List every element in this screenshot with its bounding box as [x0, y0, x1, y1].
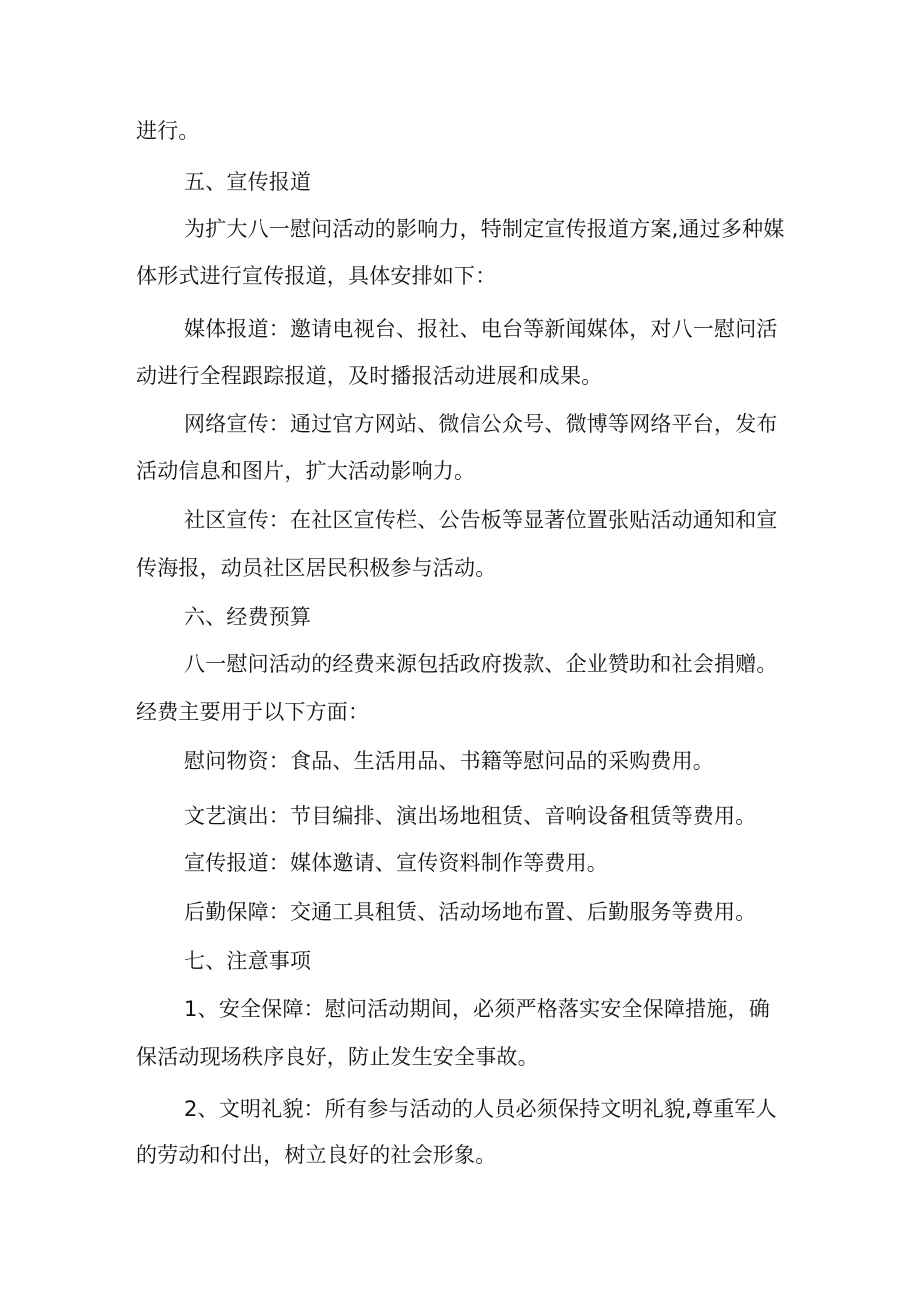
paragraph-line: 进行。 — [136, 119, 200, 143]
paragraph-line: 八一慰问活动的经费来源包括政府拨款、企业赞助和社会捐赠。 — [184, 652, 778, 676]
paragraph-line: 经费主要用于以下方面： — [136, 700, 370, 724]
section-heading: 六、经费预算 — [184, 605, 312, 629]
paragraph-line: 保活动现场秩序良好，防止发生安全事故。 — [136, 1045, 539, 1069]
paragraph-line: 为扩大八一慰问活动的影响力，特制定宣传报道方案,通过多种媒 — [184, 217, 785, 241]
paragraph-line: 网络宣传：通过官方网站、微信公众号、微博等网络平台，发布 — [184, 412, 778, 436]
paragraph-line: 体形式进行宣传报道，具体安排如下： — [136, 264, 497, 288]
list-item: 后勤保障：交通工具租赁、活动场地布置、后勤服务等费用。 — [184, 900, 757, 924]
paragraph-line: 活动信息和图片，扩大活动影响力。 — [136, 459, 476, 483]
paragraph-line: 2、文明礼貌：所有参与活动的人员必须保持文明礼貌,尊重军人 — [184, 1097, 777, 1121]
paragraph-line: 社区宣传：在社区宣传栏、公告板等显著位置张贴活动通知和宣 — [184, 508, 778, 532]
list-item: 文艺演出：节目编排、演出场地租赁、音响设备租赁等费用。 — [184, 804, 757, 828]
section-heading: 七、注意事项 — [184, 949, 312, 973]
section-heading: 五、宣传报道 — [184, 170, 312, 194]
paragraph-line: 动进行全程跟踪报道，及时播报活动进展和成果。 — [136, 364, 603, 388]
paragraph-line: 的劳动和付出，树立良好的社会形象。 — [136, 1143, 497, 1167]
list-item: 宣传报道：媒体邀请、宣传资料制作等费用。 — [184, 851, 608, 875]
paragraph-line: 媒体报道：邀请电视台、报社、电台等新闻媒体，对八一慰问活 — [184, 317, 778, 341]
list-item: 慰问物资：食品、生活用品、书籍等慰问品的采购费用。 — [184, 749, 714, 773]
paragraph-line: 1、安全保障：慰问活动期间，必须严格落实安全保障措施，确 — [184, 997, 770, 1021]
paragraph-line: 传海报，动员社区居民积极参与活动。 — [136, 556, 497, 580]
